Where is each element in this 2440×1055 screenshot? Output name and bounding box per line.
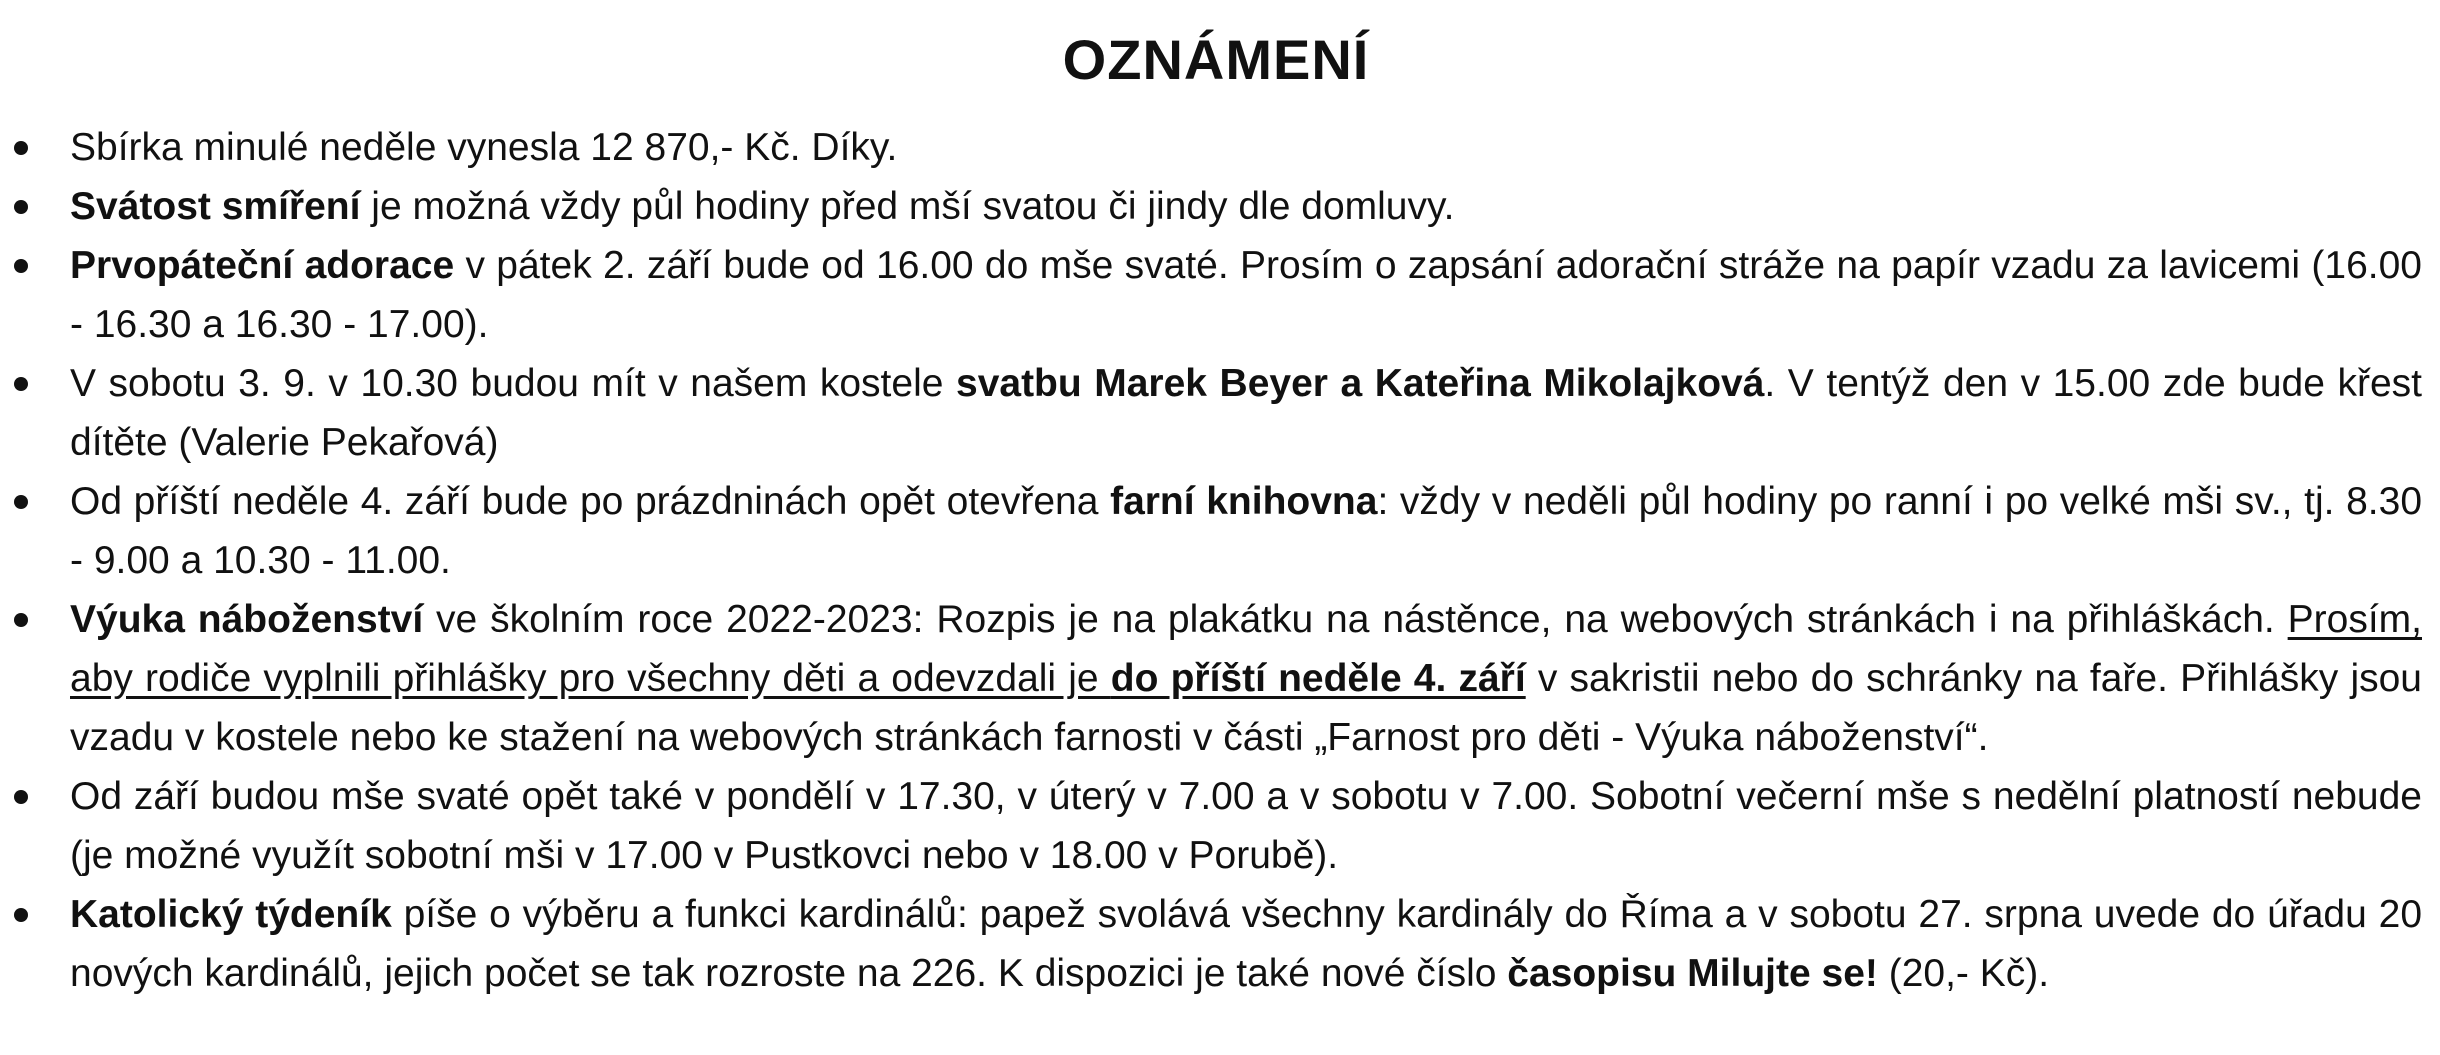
item-text: . V tentýž den v 15.00 zde bude křest dítěte (Valerie Pekařová) xyxy=(70,362,2422,464)
emphasis-text: do příští neděle 4. září xyxy=(1110,657,1526,700)
page-title: OZNÁMENÍ xyxy=(1062,28,1370,91)
item-text: Od září budou mše svaté opět také v pondělí v 17.30, v úterý v 7.00 a v sobotu v 7.00. Sobotní večerní mše s nedělní platností nebude (je možné využít sobotní mši v 17.00 v Pustkovci nebo v 18.00 v Porubě). xyxy=(70,775,2422,877)
item-text: píše o výběru a funkci kardinálů: papež svolává všechny kardinály do Říma a v sobotu 27. srpna uvede do úřadu 20 nových kardinálů, jejich počet se tak rozroste na 226. K dispozici je také nové číslo xyxy=(70,893,2423,995)
announcement-list xyxy=(0,118,2432,1003)
bullet-icon xyxy=(14,200,28,214)
bullet-icon xyxy=(14,908,28,922)
bullet-icon xyxy=(14,613,28,627)
announcement-item xyxy=(0,885,2422,1003)
item-text: Prosím, aby rodiče vyplnili přihlášky pro všechny děti a odevzdali je xyxy=(70,598,2422,700)
item-text: Sbírka minulé neděle vynesla 12 870,- Kč. Díky. xyxy=(70,126,898,169)
announcement-item xyxy=(0,118,2422,177)
announcement-item xyxy=(0,354,2422,472)
item-text: v sakristii nebo do schránky na faře. Přihlášky jsou vzadu v kostele nebo ke stažení na webových stránkách farnosti v části „Farnost pro děti - Výuka náboženství“. xyxy=(70,657,2422,759)
bullet-icon xyxy=(14,790,28,804)
emphasis-text: Prvopáteční adorace xyxy=(70,244,455,287)
announcement-item xyxy=(0,590,2422,767)
item-text: v pátek 2. září bude od 16.00 do mše svaté. Prosím o zapsání adorační stráže na papír vzadu za lavicemi (16.00 - 16.30 a 16.30 - 17.00). xyxy=(70,244,2422,346)
bullet-icon xyxy=(14,141,28,155)
item-text: : vždy v neděli půl hodiny po ranní i po velké mši sv., tj. 8.30 - 9.00 a 10.30 - 11.00. xyxy=(70,480,2423,582)
item-text: Od příští neděle 4. září bude po prázdninách opět otevřena xyxy=(70,480,1111,523)
announcement-item xyxy=(0,767,2422,885)
item-text: je možná vždy půl hodiny před mší svatou či jindy dle domluvy. xyxy=(360,185,1455,228)
item-text: (20,- Kč). xyxy=(1877,952,2050,995)
bullet-icon xyxy=(14,495,28,509)
announcement-item xyxy=(0,177,2422,236)
bullet-icon xyxy=(14,259,28,273)
emphasis-text: Svátost smíření xyxy=(70,185,361,228)
emphasis-text: časopisu Milujte se! xyxy=(1507,952,1878,995)
announcement-item xyxy=(0,236,2422,354)
item-text: ve školním roce 2022-2023: Rozpis je na plakátku na nástěnce, na webových stránkách i na přihláškách. xyxy=(423,598,2288,641)
emphasis-text: svatbu Marek Beyer a Kateřina Mikolajková xyxy=(956,362,1765,405)
item-text: V sobotu 3. 9. v 10.30 budou mít v našem kostele xyxy=(70,362,956,405)
bullet-icon xyxy=(14,377,28,391)
emphasis-text: Výuka náboženství xyxy=(70,598,424,641)
announcement-item xyxy=(0,472,2422,590)
emphasis-text: farní knihovna xyxy=(1110,480,1378,523)
emphasis-text: Katolický týdeník xyxy=(70,893,392,936)
